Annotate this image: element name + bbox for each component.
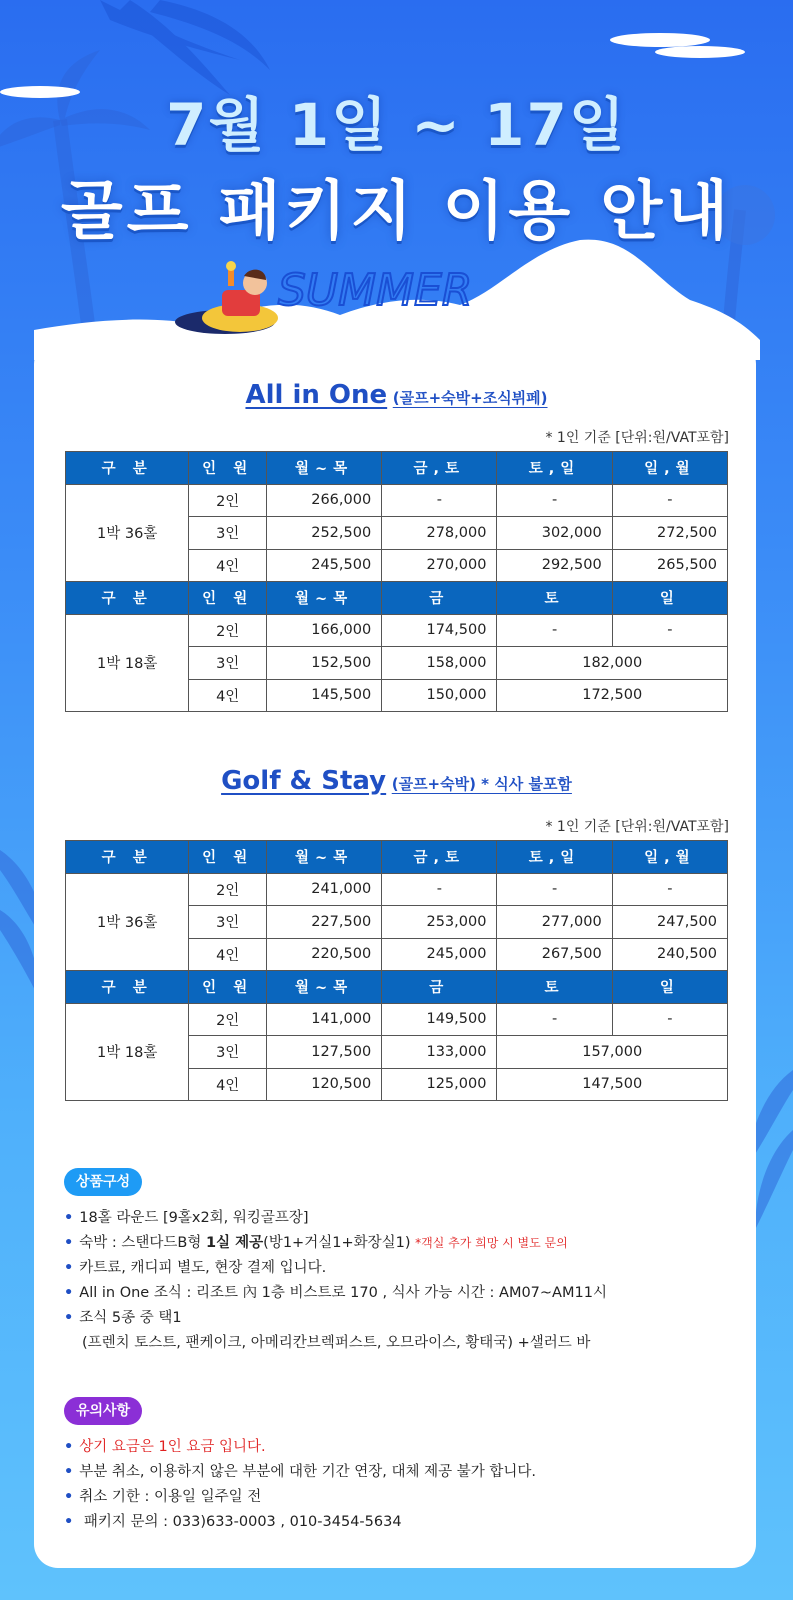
price-cell: 172,500 xyxy=(497,679,728,712)
price-cell: 133,000 xyxy=(382,1036,497,1069)
header-cell: 토 xyxy=(497,582,612,615)
price-cell: 152,500 xyxy=(266,647,381,680)
people-cell: 3인 xyxy=(189,1036,267,1069)
people-cell: 4인 xyxy=(189,938,267,971)
table-row xyxy=(66,873,728,906)
price-cell: 120,500 xyxy=(266,1068,381,1101)
people-cell: 3인 xyxy=(189,906,267,939)
group-label-cell: 1박 36홀 xyxy=(66,484,189,582)
price-cell: 253,000 xyxy=(382,906,497,939)
price-cell: - xyxy=(612,1003,727,1036)
table-header-row xyxy=(66,971,728,1004)
header-cell: 토,일 xyxy=(497,841,612,874)
section-subtitle-text: (골프+숙박+조식뷔페) xyxy=(392,389,548,407)
header-cell: 인 원 xyxy=(189,452,267,485)
list-item: • 패키지 문의 : 033)633-0003 , 010-3454-5634 xyxy=(64,1514,402,1530)
section-title-text: Golf & Stay xyxy=(221,766,387,796)
price-cell: 240,500 xyxy=(612,938,727,971)
price-cell: - xyxy=(612,614,727,647)
price-cell: 157,000 xyxy=(497,1036,728,1069)
price-table-golf-stay xyxy=(65,840,728,1101)
hero-date-title: 7월 1일 ~ 17일 xyxy=(166,91,627,159)
header-cell: 금 xyxy=(382,582,497,615)
header-cell: 구 분 xyxy=(66,971,189,1004)
table-header-row xyxy=(66,582,728,615)
price-cell: 166,000 xyxy=(266,614,381,647)
price-cell: 147,500 xyxy=(497,1068,728,1101)
group-label-cell: 1박 18홀 xyxy=(66,1003,189,1101)
price-cell: 247,500 xyxy=(612,906,727,939)
floating-person-illustration xyxy=(175,261,278,334)
people-cell: 2인 xyxy=(189,484,267,517)
header-cell: 일,월 xyxy=(612,841,727,874)
list-item: • 취소 기한 : 이용일 일주일 전 xyxy=(64,1489,262,1505)
price-cell: 125,000 xyxy=(382,1068,497,1101)
header-cell: 월~목 xyxy=(266,841,381,874)
table-row xyxy=(66,1003,728,1036)
table-header-row xyxy=(66,452,728,485)
header-cell: 인 원 xyxy=(189,582,267,615)
price-cell: 141,000 xyxy=(266,1003,381,1036)
people-cell: 3인 xyxy=(189,647,267,680)
group-label-cell: 1박 36홀 xyxy=(66,873,189,971)
list-item: • 부분 취소, 이용하지 않은 부분에 대한 기간 연장, 대체 제공 불가 합니다. xyxy=(64,1464,537,1480)
price-cell: 150,000 xyxy=(382,679,497,712)
price-cell: 277,000 xyxy=(497,906,612,939)
header-cell: 인 원 xyxy=(189,971,267,1004)
header-cell: 금 xyxy=(382,971,497,1004)
price-cell: 267,500 xyxy=(497,938,612,971)
section-all-in-one-title xyxy=(0,380,793,410)
price-cell: 158,000 xyxy=(382,647,497,680)
list-item: • 18홀 라운드 [9홀x2회, 워킹골프장] xyxy=(64,1210,309,1226)
price-cell: 127,500 xyxy=(266,1036,381,1069)
people-cell: 4인 xyxy=(189,1068,267,1101)
unit-note: * 1인 기준 [단위:원/VAT포함] xyxy=(545,819,729,835)
table-header-row xyxy=(66,841,728,874)
header-cell: 일 xyxy=(612,582,727,615)
price-table-all-in-one xyxy=(65,451,728,712)
price-cell: 149,500 xyxy=(382,1003,497,1036)
notice-list xyxy=(64,1435,536,1535)
price-cell: 145,500 xyxy=(266,679,381,712)
section-golf-stay-title xyxy=(0,766,793,796)
people-cell: 2인 xyxy=(189,873,267,906)
people-cell: 2인 xyxy=(189,614,267,647)
composition-list xyxy=(64,1206,607,1356)
price-cell: 272,500 xyxy=(612,517,727,550)
people-cell: 3인 xyxy=(189,517,267,550)
price-cell: - xyxy=(497,873,612,906)
header-cell: 구 분 xyxy=(66,841,189,874)
price-cell: 278,000 xyxy=(382,517,497,550)
unit-note: * 1인 기준 [단위:원/VAT포함] xyxy=(545,430,729,446)
price-cell: 252,500 xyxy=(266,517,381,550)
list-item: • 숙박 : 스탠다드B형 1실 제공(방1+거실1+화장실1) *객실 추가 희망 시 별도 문의 xyxy=(64,1235,568,1251)
price-cell: 241,000 xyxy=(266,873,381,906)
price-cell: 292,500 xyxy=(497,549,612,582)
price-cell: - xyxy=(612,484,727,517)
hero-main-title: 골프 패키지 이용 안내 xyxy=(60,175,733,249)
price-cell: - xyxy=(497,484,612,517)
price-cell: - xyxy=(497,614,612,647)
summer-script-text: SUMMER xyxy=(278,265,473,316)
people-cell: 4인 xyxy=(189,549,267,582)
header-cell: 토 xyxy=(497,971,612,1004)
price-cell: - xyxy=(382,484,497,517)
group-label-cell: 1박 18홀 xyxy=(66,614,189,712)
list-item: • 상기 요금은 1인 요금 입니다. xyxy=(64,1439,266,1455)
notice-badge: 유의사항 xyxy=(64,1397,142,1425)
price-cell: 174,500 xyxy=(382,614,497,647)
price-cell: 266,000 xyxy=(266,484,381,517)
price-cell: 245,000 xyxy=(382,938,497,971)
price-cell: 245,500 xyxy=(266,549,381,582)
price-cell: - xyxy=(382,873,497,906)
price-cell: 265,500 xyxy=(612,549,727,582)
header-cell: 구 분 xyxy=(66,452,189,485)
price-cell: - xyxy=(612,873,727,906)
price-cell: 182,000 xyxy=(497,647,728,680)
header-cell: 인 원 xyxy=(189,841,267,874)
header-cell: 월~목 xyxy=(266,971,381,1004)
header-cell: 토,일 xyxy=(497,452,612,485)
header-cell: 월~목 xyxy=(266,582,381,615)
list-item: (프렌치 토스트, 팬케이크, 아메리칸브렉퍼스트, 오므라이스, 황태국) +샐러드 바 xyxy=(82,1335,591,1351)
people-cell: 2인 xyxy=(189,1003,267,1036)
header-cell: 금,토 xyxy=(382,452,497,485)
header-cell: 월~목 xyxy=(266,452,381,485)
price-cell: 302,000 xyxy=(497,517,612,550)
header-cell: 일,월 xyxy=(612,452,727,485)
header-cell: 금,토 xyxy=(382,841,497,874)
price-cell: - xyxy=(497,1003,612,1036)
header-cell: 일 xyxy=(612,971,727,1004)
price-cell: 220,500 xyxy=(266,938,381,971)
list-item: • 조식 5종 중 택1 xyxy=(64,1310,182,1326)
section-title-text: All in One xyxy=(245,380,388,410)
table-row xyxy=(66,484,728,517)
price-cell: 270,000 xyxy=(382,549,497,582)
composition-badge: 상품구성 xyxy=(64,1168,142,1196)
price-cell: 227,500 xyxy=(266,906,381,939)
section-subtitle-text: (골프+숙박) * 식사 불포함 xyxy=(391,775,572,793)
list-item: • All in One 조식 : 리조트 內 1층 비스트로 170 , 식사 가능 시간 : AM07~AM11시 xyxy=(64,1285,607,1301)
list-item: • 카트료, 캐디피 별도, 현장 결제 입니다. xyxy=(64,1260,327,1276)
table-row xyxy=(66,614,728,647)
header-cell: 구 분 xyxy=(66,582,189,615)
people-cell: 4인 xyxy=(189,679,267,712)
